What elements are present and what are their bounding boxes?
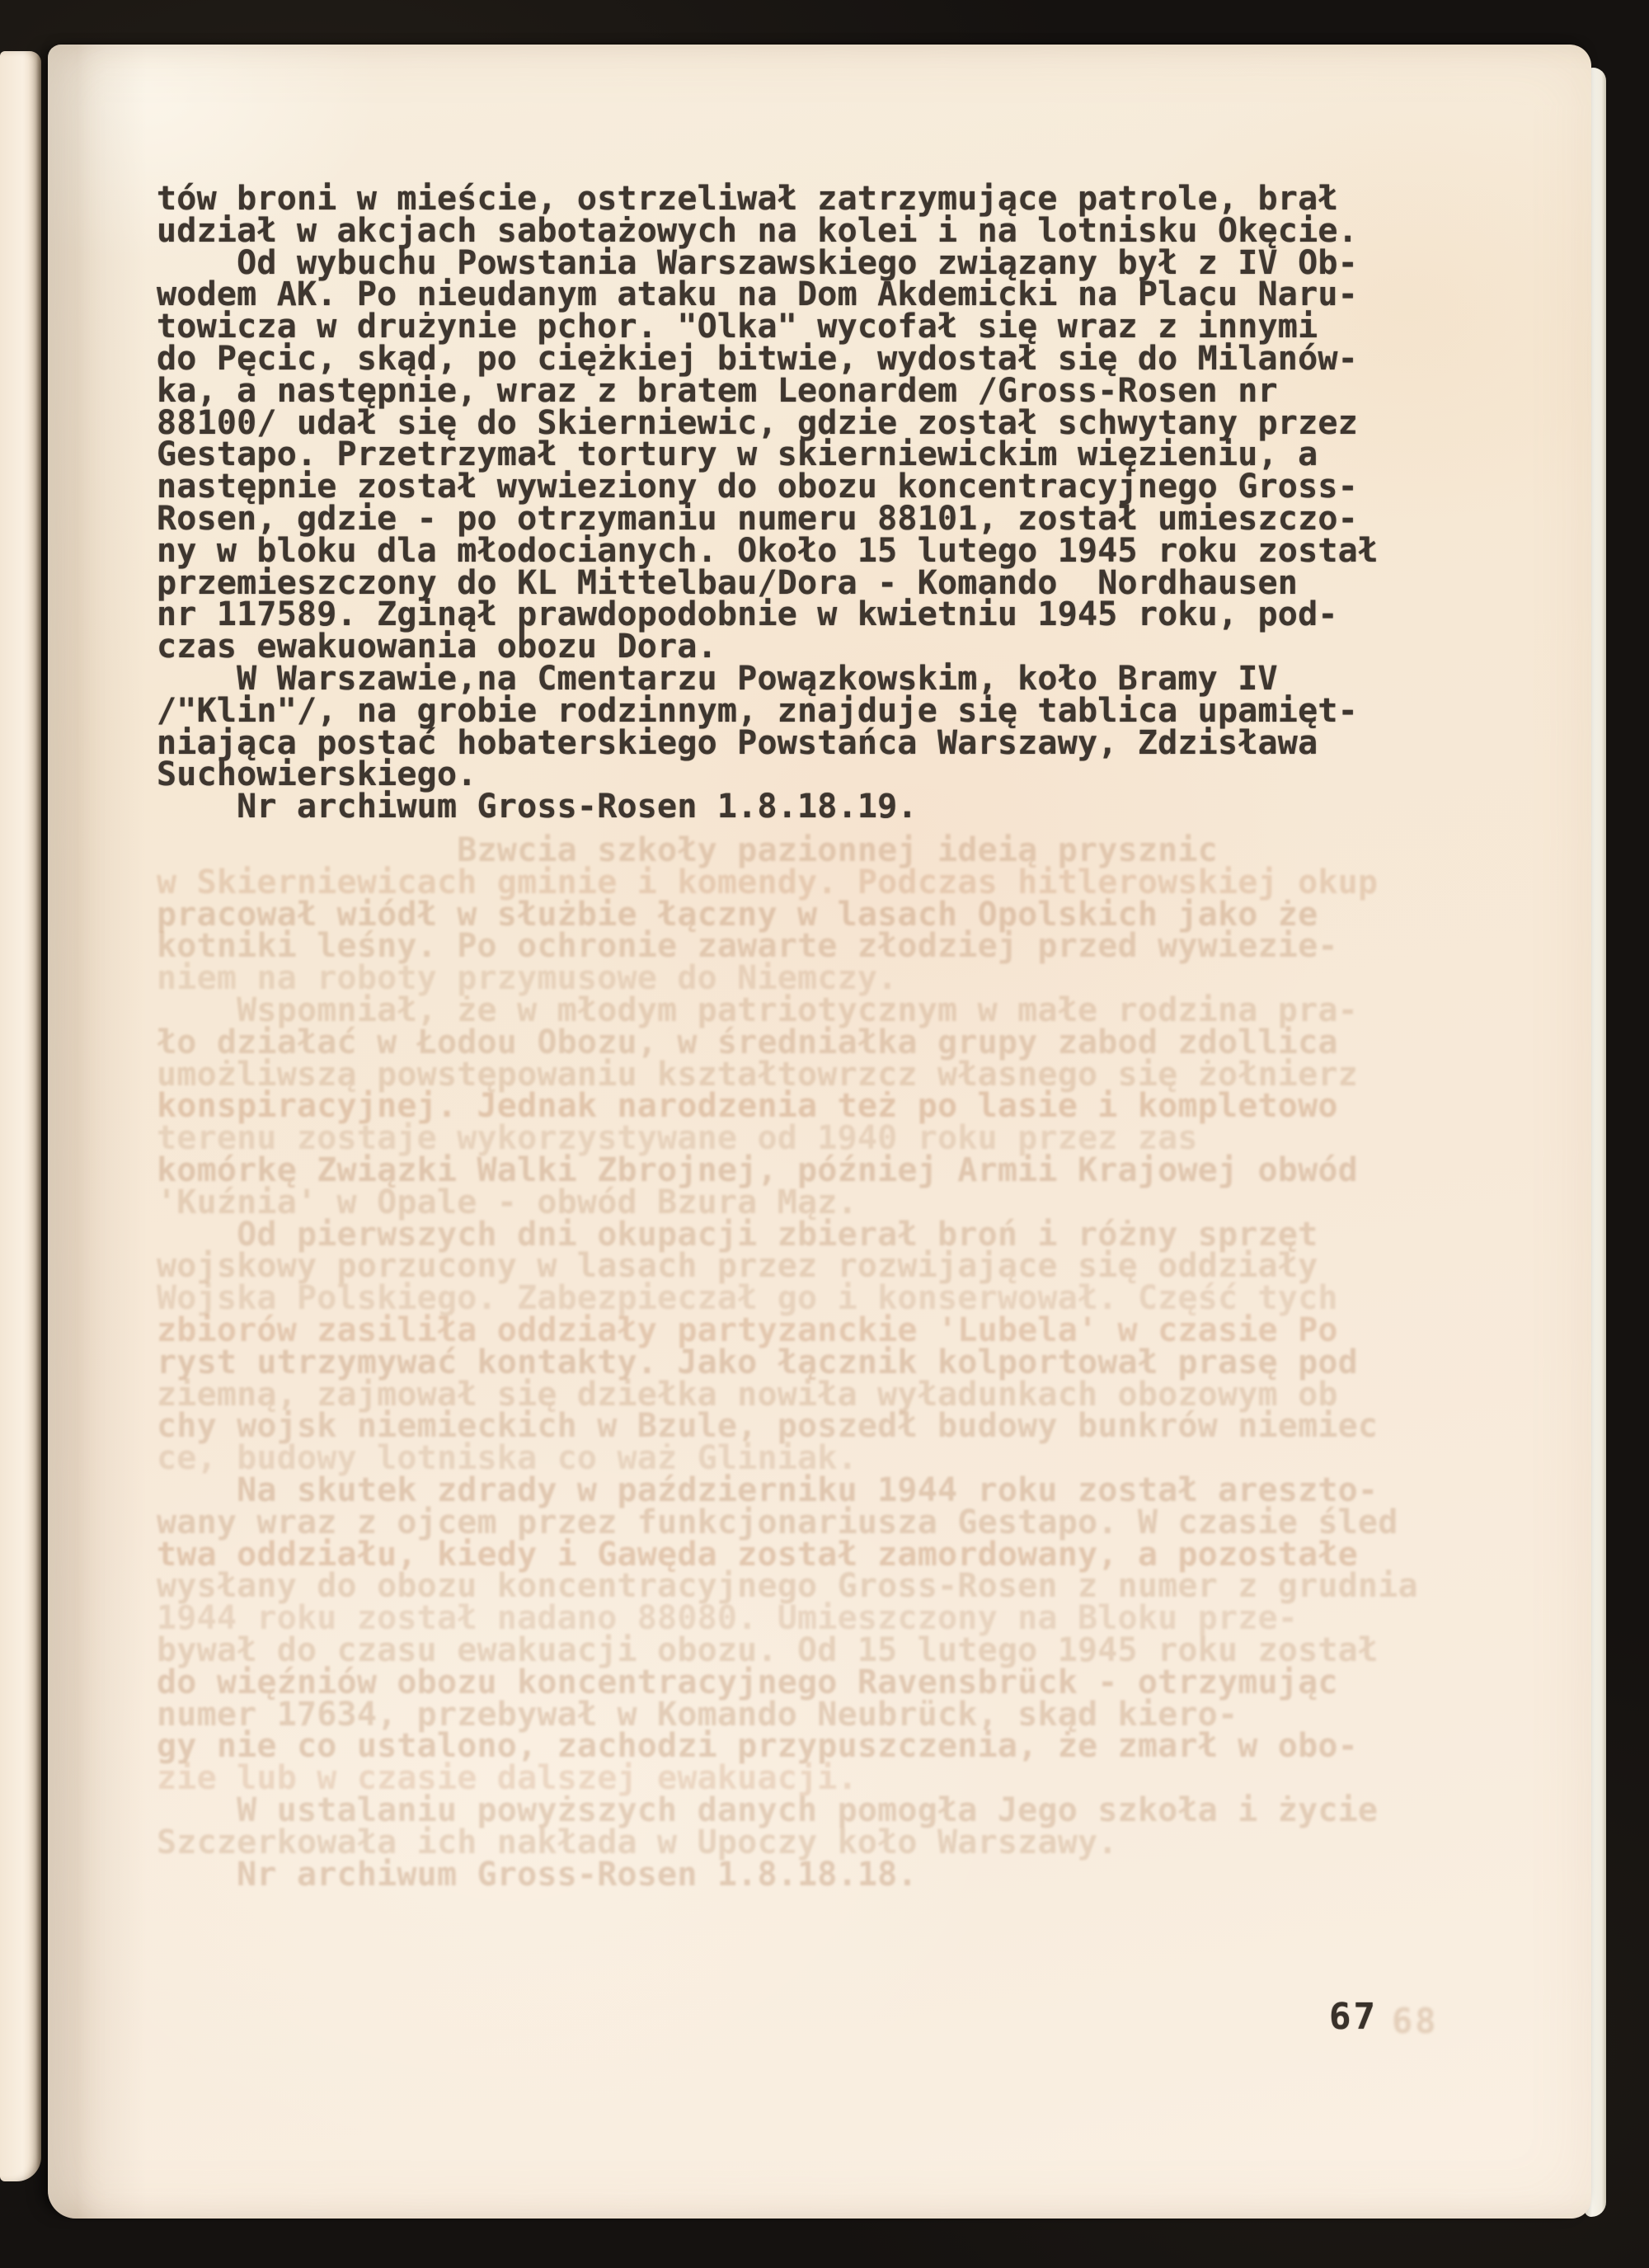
bleedthrough-line: w Skierniewicach gminie i komendy. Podczas hitlerowskiej okup (157, 863, 1379, 901)
typed-line: przemieszczony do KL Mittelbau/Dora - Komando Nordhausen (157, 563, 1299, 602)
bleedthrough-line: Nr archiwum Gross-Rosen 1.8.18.18. (157, 1855, 918, 1894)
bleedthrough-line: konspiracyjnej. Jednak narodzenia też po lasie i kompletowo (157, 1087, 1338, 1126)
book-page (48, 45, 1591, 2219)
bleedthrough-line: Bzwcia szkoły pazionnej ideią prysznic (157, 831, 1218, 869)
bleedthrough-line: ziemną, zajmował się dziełka nowiła wyładunkach obozowym ob (157, 1375, 1338, 1414)
typed-line: W Warszawie,na Cmentarzu Powązkowskim, koło Bramy IV (157, 659, 1278, 698)
underlying-left-page-edge (0, 51, 41, 2181)
bleedthrough-line: W ustalaniu powyższych danych pomogła Jego szkoła i życie (157, 1790, 1379, 1829)
bleedthrough-line: chy wojsk niemieckich w Bzule, poszedł budowy bunkrów niemiec (157, 1407, 1379, 1446)
typed-line: następnie został wywieziony do obozu koncentracyjnego Gross- (157, 468, 1358, 506)
bleedthrough-line: bywał do czasu ewakuacji obozu. Od 15 lutego 1945 roku został (157, 1630, 1379, 1669)
bleedthrough-line: 'Kuźnia' w Opale - obwód Bzura Mąz. (157, 1183, 857, 1221)
bleedthrough-line: Szczerkowała ich nakłada w Upoczy koło Warszawy. (157, 1823, 1118, 1861)
typed-line: nr 117589. Zginął prawdopodobnie w kwietniu 1945 roku, pod- (157, 595, 1338, 634)
bleedthrough-line: Wojska Polskiego. Zabezpieczał go i konserwował. Część tych (157, 1279, 1338, 1318)
bleedthrough-line: pracował wiódł w służbie łączny w lasach Opolskich jako że (157, 895, 1318, 934)
bleedthrough-line: twa oddziału, kiedy i Gawęda został zamordowany, a pozostałe (157, 1535, 1358, 1574)
bleedthrough-text-block (157, 831, 1418, 1894)
bleedthrough-line: 1944 roku został nadano 88080. Umieszczony na Bloku prze- (157, 1599, 1299, 1638)
typed-line: tów broni w mieście, ostrzeliwał zatrzymujące patrole, brał (157, 180, 1338, 218)
typed-line: Gestapo. Przetrzymał tortury w skierniewickim więzieniu, a (157, 435, 1318, 474)
typed-line: /"Klin"/, na grobie rodzinnym, znajduje się tablica upamięt- (157, 691, 1358, 730)
bleedthrough-line: ło działać w Łodou Obozu, w średniałka grupy zabod zdollica (157, 1023, 1338, 1061)
bleedthrough-line: kotniki leśny. Po ochronie zawarte złodziej przed wywiezie- (157, 927, 1338, 966)
typed-line: niająca postać hobaterskiego Powstańca Warszawy, Zdzisława (157, 723, 1318, 762)
bleedthrough-line: Na skutek zdrady w październiku 1944 roku został areszto- (157, 1470, 1379, 1509)
typed-line: Nr archiwum Gross-Rosen 1.8.18.19. (157, 788, 918, 826)
bleedthrough-line: zbiorów zasiliła oddziały partyzanckie 'Lubela' w czasie Po (157, 1310, 1338, 1349)
typed-line: ka, a następnie, wraz z bratem Leonardem /Gross-Rosen nr (157, 371, 1278, 410)
typed-line: wodem AK. Po nieudanym ataku na Dom Akdemicki na Placu Naru- (157, 275, 1358, 314)
typed-line: do Pęcic, skąd, po ciężkiej bitwie, wydostał się do Milanów- (157, 339, 1358, 378)
typed-line: Suchowierskiego. (157, 755, 477, 794)
bleedthrough-line: do więźniów obozu koncentracyjnego Ravensbrück - otrzymując (157, 1663, 1338, 1701)
typed-line: Rosen, gdzie - po otrzymaniu numeru 88101, został umieszczo- (157, 499, 1358, 538)
bleedthrough-line: ce, budowy lotniska co waż Gliniak. (157, 1439, 857, 1478)
bleedthrough-line: wany wraz z ojcem przez funkcjonariusza Gestapo. W czasie śled (157, 1503, 1398, 1541)
bleedthrough-line: wysłany do obozu koncentracyjnego Gross-Rosen z numer z grudnia (157, 1567, 1418, 1606)
bleedthrough-line: Od pierwszych dni okupacji zbierał broń i różny sprzęt (157, 1215, 1318, 1254)
typed-line: czas ewakuowania obozu Dora. (157, 628, 717, 666)
bleedthrough-page-number: 68 (1392, 2001, 1439, 2041)
bleedthrough-line: wojskowy porzucony w lasach przez rozwijające się oddziały (157, 1247, 1318, 1286)
bleedthrough-line: numer 17634, przebywał w Komando Neubrück, skąd kiero- (157, 1695, 1238, 1734)
bleedthrough-line: ryst utrzymywać kontakty. Jako łącznik kolportował prasę pod (157, 1343, 1358, 1381)
page-number: 67 (1329, 1996, 1378, 2038)
bleedthrough-line: umożliwszą powstępowaniu kształtowrzcz własnego się żołnierz (157, 1055, 1358, 1094)
bleedthrough-line: Wspomniał, że w młodym patriotycznym w małe rodzina pra- (157, 990, 1358, 1029)
typed-line: udział w akcjach sabotażowych na kolei i na lotnisku Okęcie. (157, 211, 1358, 250)
typed-line: Od wybuchu Powstania Warszawskiego związany był z IV Ob- (157, 243, 1358, 282)
bleedthrough-line: gy nie co ustalono, zachodzi przypuszczenia, że zmarł w obo- (157, 1727, 1358, 1766)
bleedthrough-line: niem na roboty przymusowe do Niemczy. (157, 959, 898, 998)
bleedthrough-line: terenu zostaje wykorzystywane od 1940 roku przez zas (157, 1119, 1198, 1158)
typed-line: 88100/ udał się do Skierniewic, gdzie został schwytany przez (157, 403, 1358, 442)
typed-line: ny w bloku dla młodocianych. Około 15 lutego 1945 roku został (157, 531, 1379, 570)
bleedthrough-line: zie lub w czasie dalszej ewakuacji. (157, 1759, 857, 1798)
bleedthrough-line: komórkę Związki Walki Zbrojnej, później Armii Krajowej obwód (157, 1150, 1358, 1189)
typed-text-block (157, 180, 1379, 826)
typed-line: towicza w drużynie pchor. "Olka" wycofał się wraz z innymi (157, 308, 1318, 346)
